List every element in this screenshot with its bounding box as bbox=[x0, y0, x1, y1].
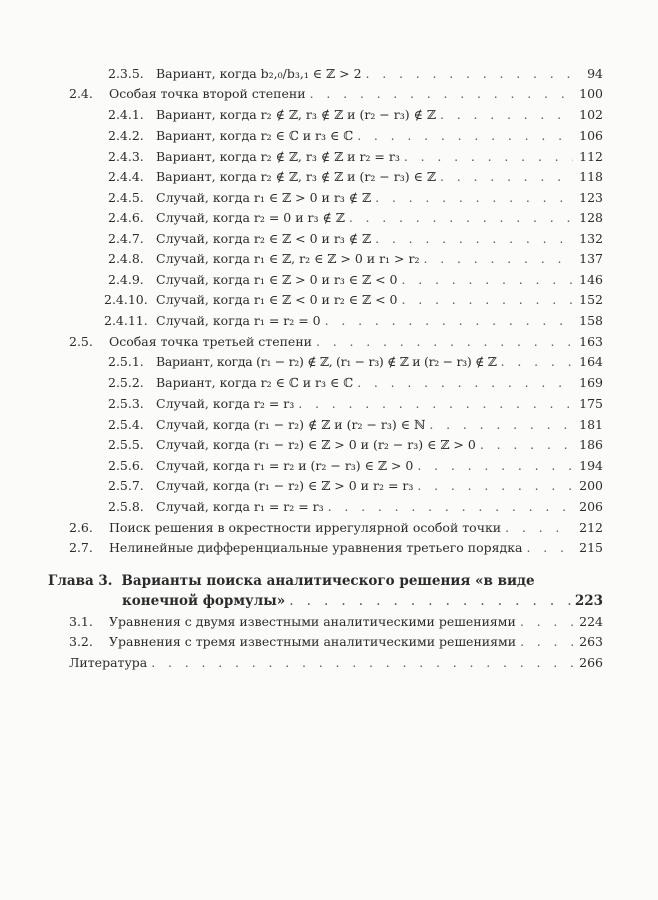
toc-entry[interactable] bbox=[69, 334, 603, 350]
entry-page: 163 bbox=[579, 334, 603, 349]
entry-page: 206 bbox=[579, 499, 603, 514]
entry-title: Случай, когда r₁ = r₂ = 0 bbox=[156, 313, 321, 328]
entry-number: 2.5.4. bbox=[108, 417, 144, 432]
entry-page: 152 bbox=[579, 292, 603, 307]
entry-title: Нелинейные дифференциальные уравнения третьего порядка bbox=[109, 540, 523, 555]
entry-title: Вариант, когда r₂ ∉ ℤ, r₃ ∉ ℤ и r₂ = r₃ bbox=[156, 149, 400, 164]
entry-number: 2.5.8. bbox=[108, 499, 144, 514]
leader-dots bbox=[357, 128, 573, 144]
entry-page: 128 bbox=[579, 210, 603, 225]
toc-entry[interactable] bbox=[104, 292, 603, 308]
leader-dots bbox=[480, 437, 573, 453]
entry-title: Вариант, когда (r₁ − r₂) ∉ ℤ, (r₁ − r₃) ∉ ℤ и (r₂ − r₃) ∉ ℤ bbox=[156, 354, 497, 369]
toc-entry[interactable] bbox=[108, 272, 603, 288]
toc-entry[interactable] bbox=[108, 375, 603, 391]
entry-title: Случай, когда r₁ ∈ ℤ > 0 и r₃ ∈ ℤ < 0 bbox=[156, 272, 398, 287]
leader-dots bbox=[520, 634, 573, 650]
entry-page: 164 bbox=[579, 354, 603, 369]
toc-entry[interactable] bbox=[104, 313, 603, 329]
leader-dots bbox=[298, 396, 573, 412]
leader-dots bbox=[366, 66, 573, 82]
entry-number: 2.5.3. bbox=[108, 396, 144, 411]
entry-number: 3.1. bbox=[69, 614, 93, 629]
toc-entry[interactable] bbox=[69, 540, 603, 556]
toc-entry[interactable] bbox=[108, 128, 603, 144]
entry-title: Вариант, когда r₂ ∉ ℤ, r₃ ∉ ℤ и (r₂ − r₃) ∈ ℤ bbox=[156, 169, 436, 184]
entry-title: Вариант, когда b₂,₀/b₃,₁ ∈ ℤ > 2 bbox=[156, 66, 362, 81]
entry-page: 94 bbox=[587, 66, 603, 81]
leader-dots bbox=[310, 86, 573, 102]
toc-entry[interactable] bbox=[108, 210, 603, 226]
entry-page: 100 bbox=[579, 86, 603, 101]
entry-page: 102 bbox=[579, 107, 603, 122]
entry-page: 118 bbox=[579, 169, 603, 184]
toc-entry[interactable] bbox=[108, 251, 603, 267]
leader-dots bbox=[289, 593, 571, 609]
toc-entry[interactable] bbox=[108, 499, 603, 515]
entry-title: Вариант, когда r₂ ∈ ℂ и r₃ ∈ ℂ bbox=[156, 128, 354, 143]
entry-title: Вариант, когда r₂ ∉ ℤ, r₃ ∉ ℤ и (r₂ − r₃) ∉ ℤ bbox=[156, 107, 436, 122]
toc-entry[interactable] bbox=[69, 86, 603, 102]
entry-number: 2.4.8. bbox=[108, 251, 144, 266]
entry-page: 175 bbox=[579, 396, 603, 411]
leader-dots bbox=[440, 107, 573, 123]
leader-dots bbox=[404, 149, 573, 165]
entry-page: 158 bbox=[579, 313, 603, 328]
entry-title: Вариант, когда r₂ ∈ ℂ и r₃ ∈ ℂ bbox=[156, 375, 354, 390]
entry-title: Случай, когда r₁ ∈ ℤ, r₂ ∈ ℤ > 0 и r₁ > r₂ bbox=[156, 251, 420, 266]
leader-dots bbox=[375, 190, 573, 206]
entry-title: Случай, когда r₂ = r₃ bbox=[156, 396, 295, 411]
entry-page: 137 bbox=[579, 251, 603, 266]
leader-dots bbox=[328, 499, 573, 515]
entry-number: 2.5.1. bbox=[108, 354, 144, 369]
entry-number: 2.4.11. bbox=[104, 313, 148, 328]
entry-number: 2.4.2. bbox=[108, 128, 144, 143]
entry-title: Случай, когда (r₁ − r₂) ∈ ℤ > 0 и (r₂ − r₃) ∈ ℤ > 0 bbox=[156, 437, 476, 452]
entry-number: 2.4.5. bbox=[108, 190, 144, 205]
entry-number: 2.4.3. bbox=[108, 149, 144, 164]
toc-entry[interactable] bbox=[108, 66, 603, 82]
entry-number: 2.4.9. bbox=[108, 272, 144, 287]
entry-page: 123 bbox=[579, 190, 603, 205]
entry-page: 186 bbox=[579, 437, 603, 452]
literature-page: 266 bbox=[579, 655, 603, 670]
entry-page: 181 bbox=[579, 417, 603, 432]
leader-dots bbox=[417, 478, 573, 494]
entry-title: Случай, когда (r₁ − r₂) ∈ ℤ > 0 и r₂ = r₃ bbox=[156, 478, 414, 493]
chapter-page: 223 bbox=[574, 593, 603, 609]
entry-number: 2.3.5. bbox=[108, 66, 144, 81]
toc-entry[interactable] bbox=[108, 437, 603, 453]
leader-dots bbox=[402, 292, 573, 308]
toc-entry[interactable] bbox=[108, 478, 603, 494]
entry-number: 3.2. bbox=[69, 634, 93, 649]
entry-title: Случай, когда r₂ = 0 и r₃ ∉ ℤ bbox=[156, 210, 345, 225]
toc-entry[interactable] bbox=[108, 354, 603, 370]
entry-number: 2.4.4. bbox=[108, 169, 144, 184]
chapter-label: Глава 3. bbox=[48, 573, 113, 589]
leader-dots bbox=[316, 334, 573, 350]
toc-entry[interactable] bbox=[69, 614, 603, 630]
toc-entry[interactable] bbox=[108, 169, 603, 185]
toc-entry[interactable] bbox=[69, 634, 603, 650]
entry-number: 2.4.1. bbox=[108, 107, 144, 122]
toc-entry[interactable] bbox=[69, 520, 603, 536]
entry-title: Случай, когда (r₁ − r₂) ∉ ℤ и (r₂ − r₃) ∈ ℕ bbox=[156, 417, 426, 432]
entry-title: Случай, когда r₂ ∈ ℤ < 0 и r₃ ∉ ℤ bbox=[156, 231, 372, 246]
entry-number: 2.6. bbox=[69, 520, 93, 535]
leader-dots bbox=[505, 520, 573, 536]
entry-title: Особая точка третьей степени bbox=[109, 334, 312, 349]
toc-entry-literature[interactable] bbox=[69, 655, 603, 671]
chapter-title-line1: Варианты поиска аналитического решения «в виде bbox=[121, 573, 535, 589]
entry-title: Случай, когда r₁ ∈ ℤ > 0 и r₃ ∉ ℤ bbox=[156, 190, 372, 205]
entry-number: 2.4.7. bbox=[108, 231, 144, 246]
toc-entry[interactable] bbox=[108, 417, 603, 433]
leader-dots bbox=[417, 458, 573, 474]
entry-title: Уравнения с двумя известными аналитическими решениями bbox=[109, 614, 516, 629]
entry-title: Поиск решения в окрестности иррегулярной особой точки bbox=[109, 520, 502, 535]
leader-dots bbox=[151, 655, 573, 671]
entry-page: 194 bbox=[579, 458, 603, 473]
entry-number: 2.5.2. bbox=[108, 375, 144, 390]
leader-dots bbox=[402, 272, 573, 288]
leader-dots bbox=[375, 231, 573, 247]
leader-dots bbox=[429, 417, 573, 433]
entry-page: 212 bbox=[579, 520, 603, 535]
literature-title: Литература bbox=[69, 655, 148, 670]
entry-title: Уравнения с тремя известными аналитическими решениями bbox=[109, 634, 517, 649]
entry-page: 169 bbox=[579, 375, 603, 390]
toc-entry[interactable] bbox=[108, 396, 603, 412]
chapter-title-line2: конечной формулы» bbox=[122, 593, 286, 609]
entry-title: Случай, когда r₁ = r₂ = r₃ bbox=[156, 499, 324, 514]
toc-entry[interactable] bbox=[108, 190, 603, 206]
toc-entry[interactable] bbox=[108, 107, 603, 123]
entry-page: 200 bbox=[579, 478, 603, 493]
leader-dots bbox=[501, 354, 573, 370]
entry-number: 2.5.5. bbox=[108, 437, 144, 452]
entry-number: 2.4.10. bbox=[104, 292, 148, 307]
leader-dots bbox=[325, 313, 573, 329]
entry-number: 2.5.7. bbox=[108, 478, 144, 493]
leader-dots bbox=[520, 614, 573, 630]
toc-entry[interactable] bbox=[108, 231, 603, 247]
leader-dots bbox=[440, 169, 573, 185]
toc-entry[interactable] bbox=[108, 149, 603, 165]
entry-title: Случай, когда r₁ ∈ ℤ < 0 и r₂ ∈ ℤ < 0 bbox=[156, 292, 398, 307]
toc-entry[interactable] bbox=[108, 458, 603, 474]
chapter-heading-line2[interactable] bbox=[122, 593, 603, 609]
entry-number: 2.4. bbox=[69, 86, 93, 101]
chapter-heading[interactable] bbox=[48, 573, 603, 589]
entry-page: 112 bbox=[579, 149, 603, 164]
entry-page: 224 bbox=[579, 614, 603, 629]
leader-dots bbox=[357, 375, 573, 391]
entry-number: 2.4.6. bbox=[108, 210, 144, 225]
entry-page: 132 bbox=[579, 231, 603, 246]
entry-number: 2.5. bbox=[69, 334, 93, 349]
entry-title: Особая точка второй степени bbox=[109, 86, 306, 101]
entry-page: 146 bbox=[579, 272, 603, 287]
leader-dots bbox=[423, 251, 573, 267]
entry-number: 2.7. bbox=[69, 540, 93, 555]
leader-dots bbox=[349, 210, 573, 226]
entry-title: Случай, когда r₁ = r₂ и (r₂ − r₃) ∈ ℤ > 0 bbox=[156, 458, 414, 473]
entry-page: 106 bbox=[579, 128, 603, 143]
entry-page: 263 bbox=[579, 634, 603, 649]
entry-page: 215 bbox=[579, 540, 603, 555]
entry-number: 2.5.6. bbox=[108, 458, 144, 473]
leader-dots bbox=[527, 540, 573, 556]
